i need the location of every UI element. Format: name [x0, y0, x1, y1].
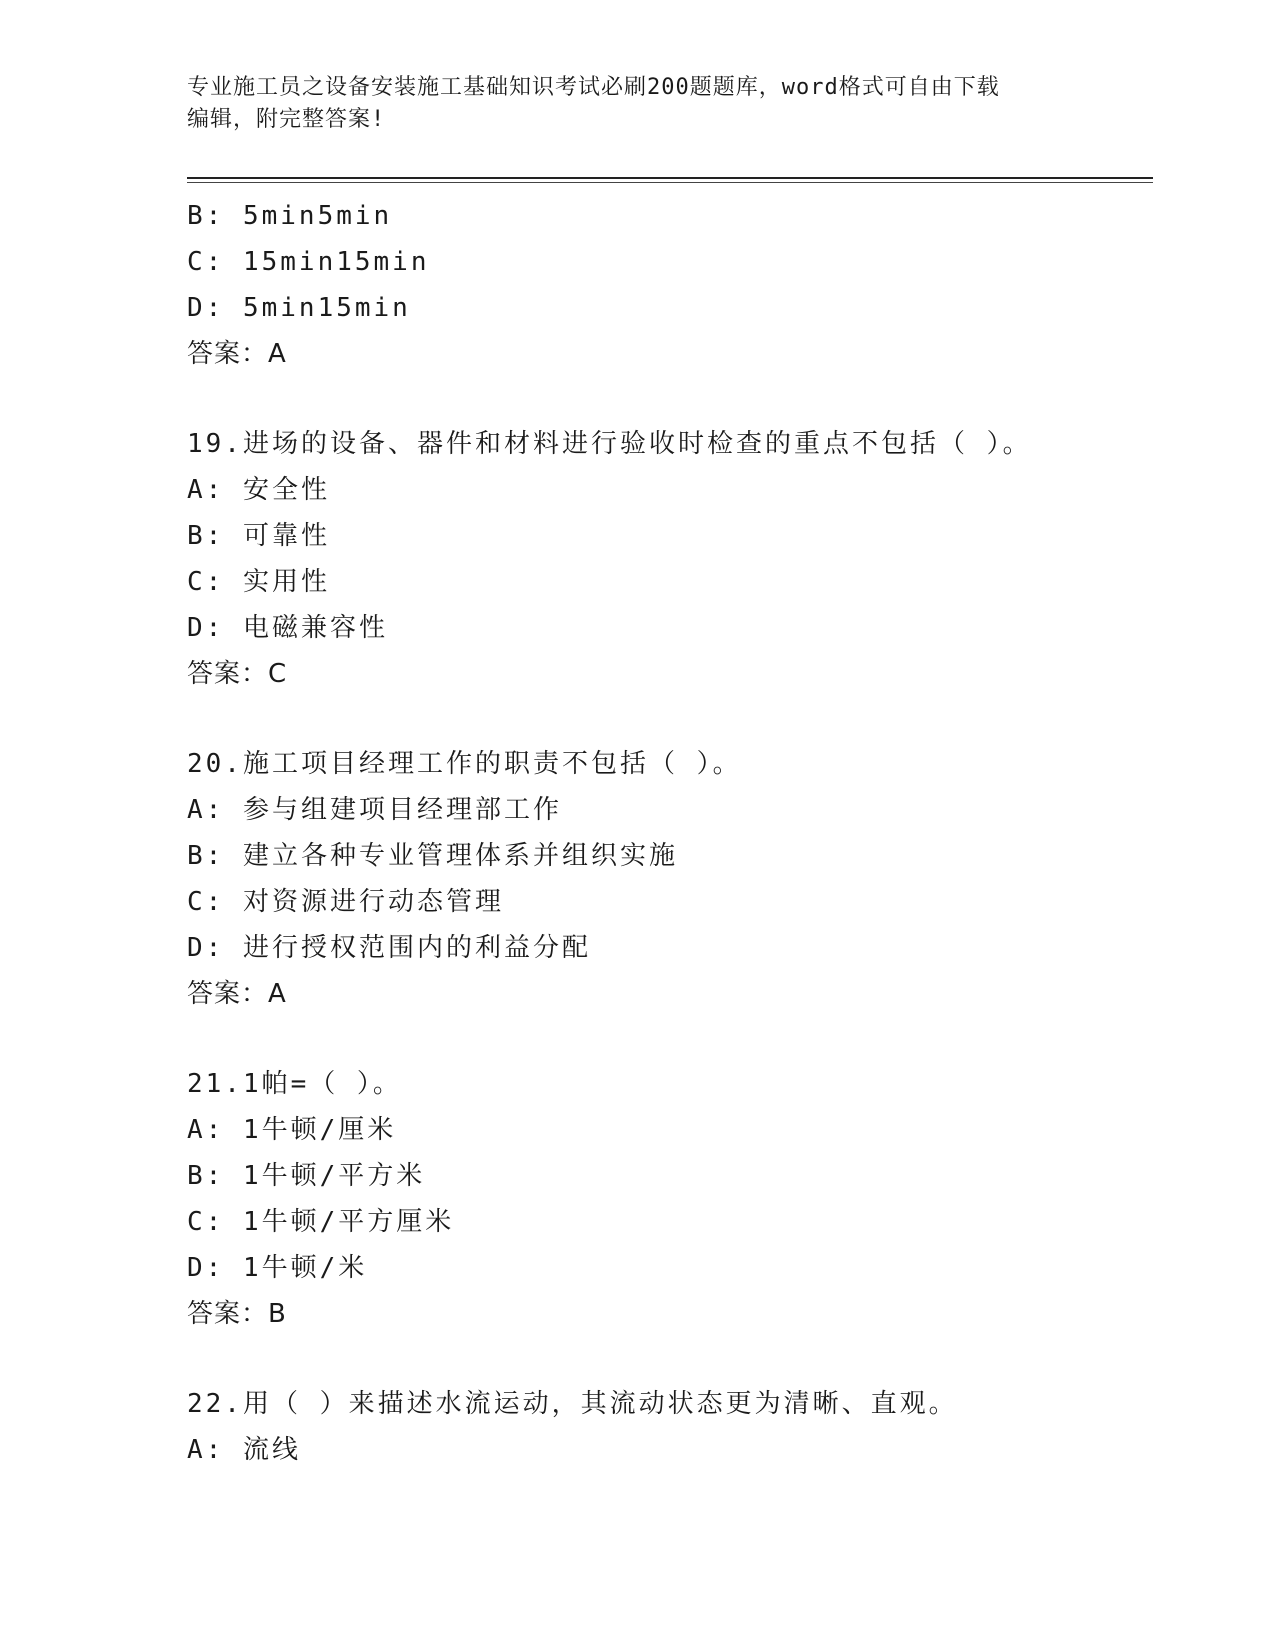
- option-c: C: 对资源进行动态管理: [187, 887, 504, 917]
- question-19: [187, 421, 1153, 697]
- option-a: A: 流线: [187, 1435, 301, 1465]
- option-a: A: 1牛顿/厘米: [187, 1115, 397, 1145]
- question-20: [187, 741, 1153, 1017]
- question-text: 22.用（ ）来描述水流运动，其流动状态更为清晰、直观。: [187, 1389, 958, 1419]
- option-d: D: 电磁兼容性: [187, 613, 388, 643]
- answer-line: 答案：A: [187, 339, 287, 369]
- spacer: [187, 377, 1153, 421]
- option-c: C: 实用性: [187, 567, 330, 597]
- question-text: 20.施工项目经理工作的职责不包括（ ）。: [187, 749, 742, 779]
- question-list: [187, 193, 1153, 1473]
- option-a: A: 安全性: [187, 475, 330, 505]
- header-divider-thick: [187, 177, 1153, 179]
- spacer: [187, 697, 1153, 741]
- option-b: B: 可靠性: [187, 521, 330, 551]
- answer-line: 答案：B: [187, 1299, 287, 1329]
- option-d: D: 进行授权范围内的利益分配: [187, 933, 591, 963]
- header-title-line-2: 编辑，附完整答案!: [187, 107, 386, 132]
- answer-line: 答案：A: [187, 979, 287, 1009]
- document-header: [187, 72, 1067, 136]
- question-21: [187, 1061, 1153, 1337]
- option-b: B: 5min5min: [187, 201, 393, 231]
- option-d: D: 5min15min: [187, 293, 411, 323]
- option-b: B: 建立各种专业管理体系并组织实施: [187, 841, 678, 871]
- spacer: [187, 1337, 1153, 1381]
- answer-line: 答案：C: [187, 659, 288, 689]
- header-divider-thin: [187, 182, 1153, 183]
- header-title-line-1: 专业施工员之设备安装施工基础知识考试必刷200题题库，word格式可自由下载: [187, 75, 1000, 100]
- question-18: [187, 193, 1153, 377]
- option-d: D: 1牛顿/米: [187, 1253, 368, 1283]
- option-c: C: 1牛顿/平方厘米: [187, 1207, 455, 1237]
- option-b: B: 1牛顿/平方米: [187, 1161, 426, 1191]
- option-a: A: 参与组建项目经理部工作: [187, 795, 562, 825]
- spacer: [187, 1017, 1153, 1061]
- question-22: [187, 1381, 1153, 1473]
- question-text: 21.1帕=（ ）。: [187, 1069, 402, 1099]
- question-text: 19.进场的设备、器件和材料进行验收时检查的重点不包括（ ）。: [187, 429, 1032, 459]
- option-c: C: 15min15min: [187, 247, 430, 277]
